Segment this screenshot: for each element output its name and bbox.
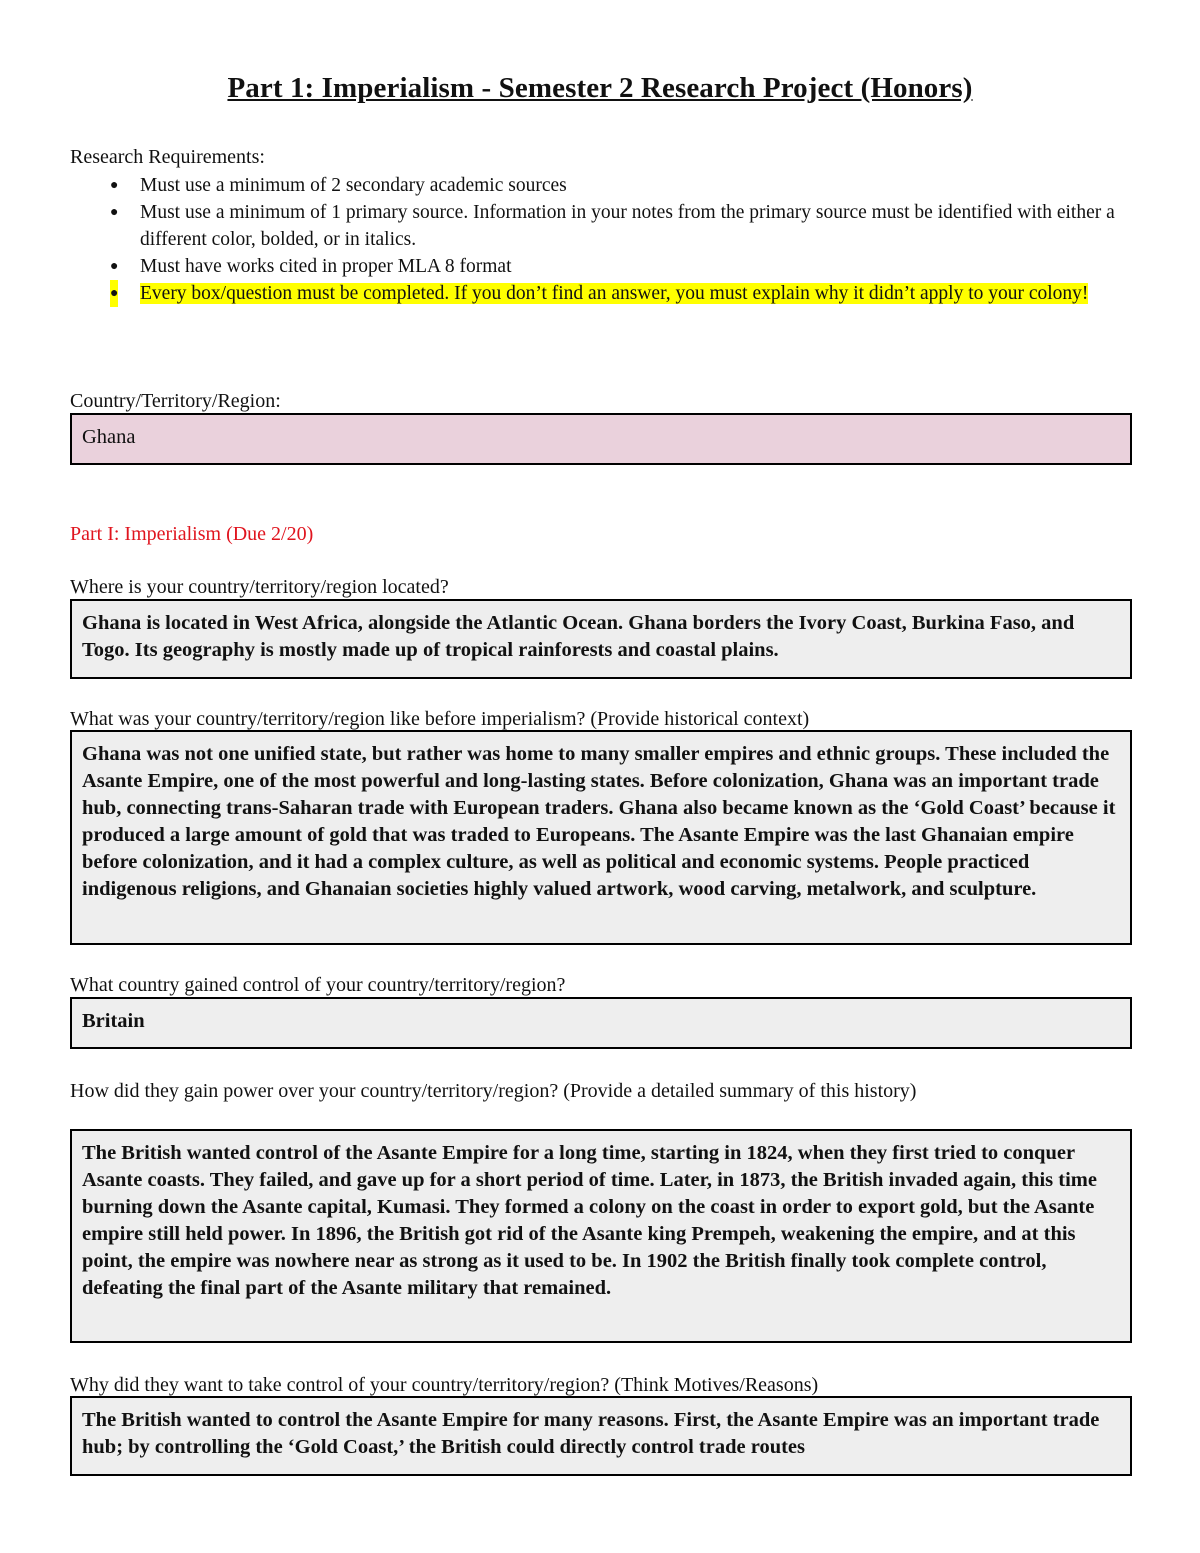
country-field[interactable]: Ghana [70,413,1132,465]
requirements-label: Research Requirements: [70,146,265,168]
country-label: Country/Territory/Region: [70,390,281,412]
answer-controlling-country[interactable]: Britain [70,997,1132,1049]
question-controlling-country: What country gained control of your country/territory/region? [70,974,566,996]
bullet-icon: ● [110,259,119,274]
page-title: Part 1: Imperialism - Semester 2 Research Project (Honors) [227,72,973,104]
question-motives: Why did they want to take control of your country/territory/region? (Think Motives/Reasons) [70,1374,819,1396]
requirement-item [70,253,1130,280]
requirement-item-highlighted [70,280,1130,307]
section-heading: Part I: Imperialism (Due 2/20) [70,523,314,545]
question-location: Where is your country/territory/region located? [70,576,449,598]
requirement-item [70,199,1130,253]
question-gain-power: How did they gain power over your country/territory/region? (Provide a detailed summary of this history) [70,1080,917,1102]
question-before-imperialism: What was your country/territory/region like before imperialism? (Provide historical context) [70,708,810,730]
requirements-list [70,172,1130,307]
requirement-item [70,172,1130,199]
requirement-text: Every box/question must be completed. If you don’t find an answer, you must explain why it didn’t apply to your colony! [140,283,1089,304]
answer-location[interactable]: Ghana is located in West Africa, alongside the Atlantic Ocean. Ghana borders the Ivory Coast, Burkina Faso, and Togo. Its geography is mostly made up of tropical rainforests and coastal plains. [70,599,1132,679]
requirement-text: Must use a minimum of 2 secondary academic sources [140,175,567,196]
bullet-icon: ● [110,280,118,307]
answer-motives[interactable]: The British wanted to control the Asante Empire for many reasons. First, the Asante Empire was an important trade hub; by controlling the ‘Gold Coast,’ the British could directly control trade routes [70,1396,1132,1476]
requirement-text: Must use a minimum of 1 primary source. Information in your notes from the primary source must be identified with either a different color, bolded, or in italics. [140,202,1115,250]
requirement-text: Must have works cited in proper MLA 8 format [140,256,512,277]
answer-before-imperialism[interactable]: Ghana was not one unified state, but rather was home to many smaller empires and ethnic groups. These included the Asante Empire, one of the most powerful and long-lasting states. Before colonization, Ghana was an important trade hub, connecting trans-Saharan trade with European traders. Ghana also became known as the ‘Gold Coast’ because it produced a large amount of gold that was traded to Europeans. The Asante Empire was the last Ghanaian empire before colonization, and it had a complex culture, as well as political and economic systems. People practiced indigenous religions, and Ghanaian societies highly valued artwork, wood carving, metalwork, and sculpture. [70,730,1132,945]
bullet-icon: ● [110,205,119,220]
answer-gain-power[interactable]: The British wanted control of the Asante Empire for a long time, starting in 1824, when they first tried to conquer Asante coasts. They failed, and gave up for a short period of time. Later, in 1873, the British invaded again, this time burning down the Asante capital, Kumasi. They formed a colony on the coast in order to export gold, but the Asante empire still held power. In 1896, the British got rid of the Asante king Prempeh, weakening the empire, and at this point, the empire was nowhere near as strong as it used to be. In 1902 the British finally took complete control, defeating the final part of the Asante military that remained. [70,1129,1132,1343]
bullet-icon: ● [110,178,119,193]
